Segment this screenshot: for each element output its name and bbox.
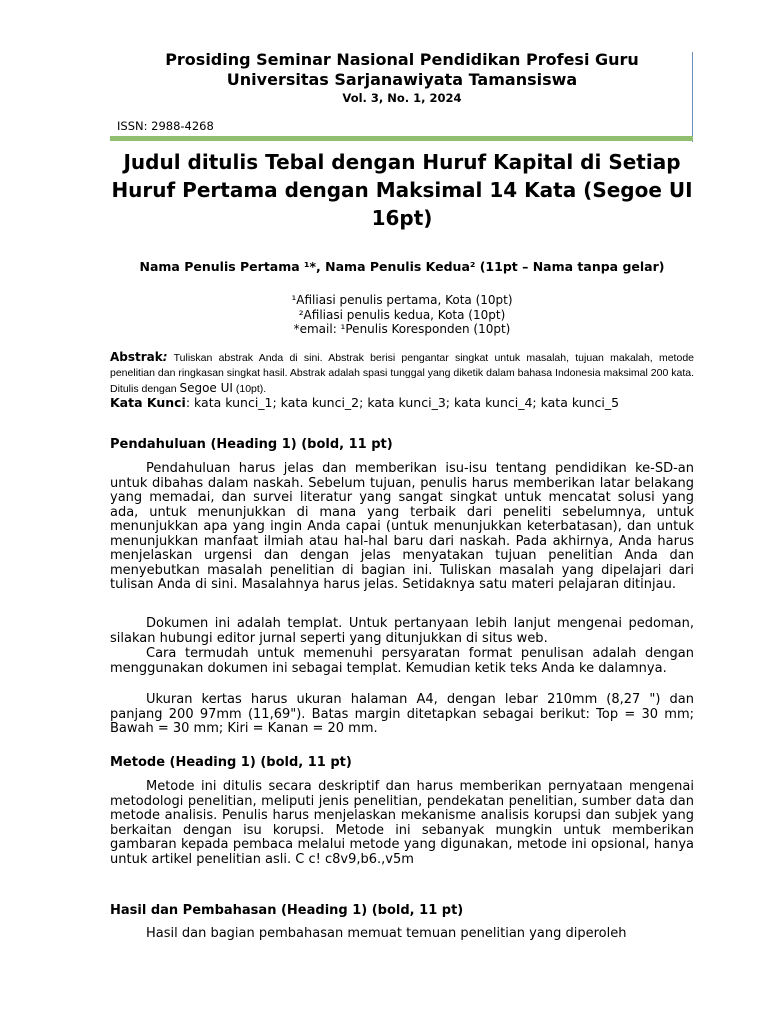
heading-metode: Metode (Heading 1) (bold, 11 pt): [110, 755, 352, 770]
abstract-colon: :: [162, 350, 168, 364]
header-vertical-divider: [692, 52, 693, 142]
journal-university: Universitas Sarjanawiyata Tamansiswa: [226, 70, 578, 89]
keywords-label: Kata Kunci: [110, 395, 186, 410]
issn: ISSN: 2988-4268: [117, 119, 214, 133]
intro-paragraph-1: Pendahuluan harus jelas dan memberikan isu-isu tentang pendidikan ke-SD-an untuk dibahas dalam naskah. Sebelum tujuan, penulis harus memberikan latar belakang yang memadai, dan survei literatur yang sangat singkat untuk mencatat solusi yang ada, untuk menunjukkan di mana yang terbaik dari peneliti sebelumnya, untuk menunjukkan apa yang ingin Anda capai (untuk menunjukkan keterbatasan), dan untuk menunjukkan manfaat ilmiah atau hal-hal baru dari naskah. Pada akhirnya, Anda harus menjelaskan urgensi dan dengan jelas menyatakan tujuan penelitian Anda dan menyebutkan masalah penelitian di bagian ini. Tuliskan masalah yang dipelajari dari tulisan Anda di sini. Masalahnya harus jelas. Setidaknya satu materi pelajaran ditinjau.: [110, 461, 694, 592]
heading-hasil-pembahasan: Hasil dan Pembahasan (Heading 1) (bold, 11 pt): [110, 903, 464, 918]
header-green-rule: [110, 136, 693, 141]
affiliation-2: ²Afiliasi penulis kedua, Kota (10pt): [298, 307, 506, 322]
abstract-label: Abstrak: [110, 350, 163, 364]
abstract: [110, 350, 694, 397]
journal-header: [110, 50, 694, 105]
intro-paragraph-4: Ukuran kertas harus ukuran halaman A4, dengan lebar 210mm (8,27 ") dan panjang 200 97mm (11,69"). Batas margin ditetapkan sebagai berikut: Top = 30 mm; Bawah = 30 mm; Kiri = Kanan = 20 mm.: [110, 692, 694, 736]
abstract-font-size: (10pt).: [232, 383, 267, 395]
method-paragraph-1: Metode ini ditulis secara deskriptif dan harus memberikan pernyataan mengenai metodologi penelitian, meliputi jenis penelitian, pendekatan penelitian, sumber data dan metode analisis. Penulis harus menjelaskan mekanisme analisis korupsi dan subjek yang berkaitan dengan isu korupsi. Metode ini sebanyak mungkin untuk memberikan gambaran kepada pembaca melalui metode yang digunakan, metode ini opsional, hanya untuk artikel penelitian asli. C c! c8v9,b6.,v5m: [110, 779, 694, 867]
journal-volume: Vol. 3, No. 1, 2024: [342, 91, 462, 105]
affiliation-1: ¹Afiliasi penulis pertama, Kota (10pt): [291, 293, 513, 307]
intro-paragraph-3: Cara termudah untuk memenuhi persyaratan format penulisan adalah dengan menggunakan dokumen ini sebagai templat. Kemudian ketik teks Anda ke dalamnya.: [110, 646, 694, 676]
keywords: [110, 395, 694, 411]
keywords-text: : kata kunci_1; kata kunci_2; kata kunci_3; kata kunci_4; kata kunci_5: [185, 395, 620, 410]
results-paragraph-1: Hasil dan bagian pembahasan memuat temuan penelitian yang diperoleh: [146, 926, 627, 941]
abstract-text: Tuliskan abstrak Anda di sini. Abstrak berisi pengantar singkat untuk masalah, tujuan makalah, metode penelitian dan ringkasan singkat hasil. Abstrak adalah spasi tunggal yang diketik dalam bahasa Indonesia maksimal 200 kata. Ditulis dengan: [110, 352, 694, 395]
affiliations: [110, 293, 694, 337]
corresponding-email: *email: ¹Penulis Koresponden (10pt): [293, 322, 511, 336]
article-title: Judul ditulis Tebal dengan Huruf Kapital di Setiap Huruf Pertama dengan Maksimal 14 Kata (Segoe UI 16pt): [111, 150, 693, 230]
journal-name: Prosiding Seminar Nasional Pendidikan Profesi Guru: [165, 50, 639, 69]
author-names: Nama Penulis Pertama ¹*, Nama Penulis Kedua² (11pt – Nama tanpa gelar): [139, 259, 665, 274]
heading-pendahuluan: Pendahuluan (Heading 1) (bold, 11 pt): [110, 437, 393, 452]
abstract-font-name: Segoe UI: [179, 381, 233, 395]
intro-paragraph-2: Dokumen ini adalah templat. Untuk pertanyaan lebih lanjut mengenai pedoman, silakan hubungi editor jurnal seperti yang ditunjukkan di situs web.: [110, 616, 694, 646]
